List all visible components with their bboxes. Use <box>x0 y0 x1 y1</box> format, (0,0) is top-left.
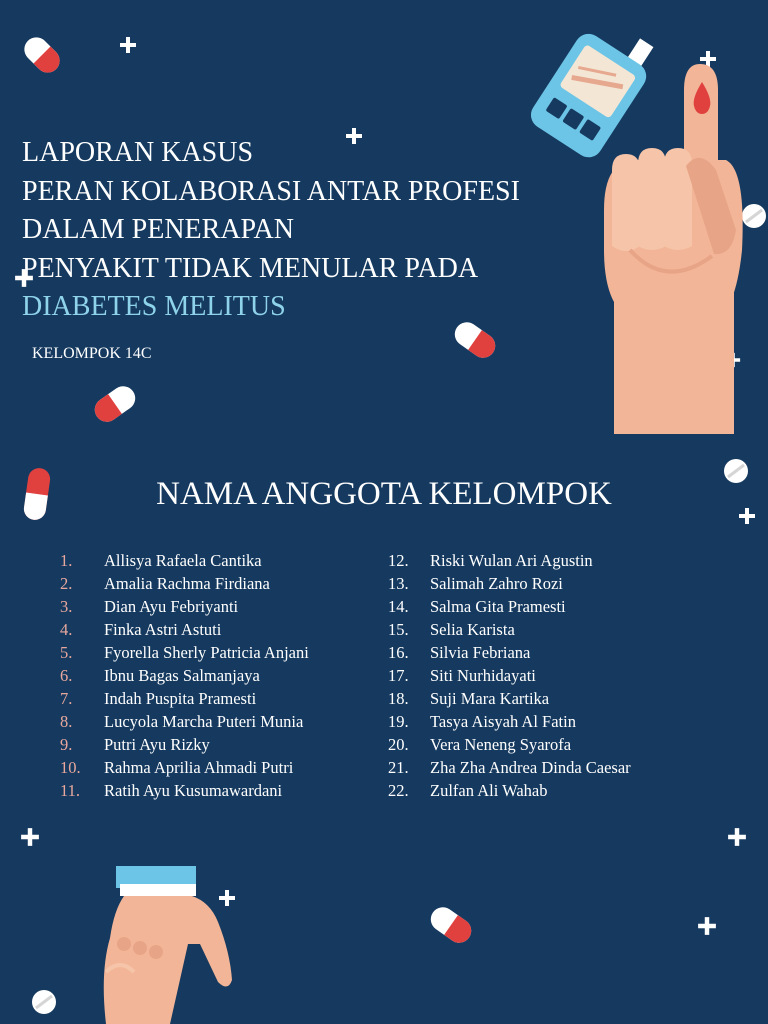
member-name: Zulfan Ali Wahab <box>430 781 548 801</box>
member-name: Suji Mara Kartika <box>430 689 550 709</box>
member-number: 12. <box>388 550 409 570</box>
list-item <box>388 618 631 641</box>
finger-blood-hand-icon <box>596 60 746 434</box>
capsule-icon <box>424 900 478 950</box>
member-number: 13. <box>388 573 409 593</box>
member-number: 22. <box>388 781 409 801</box>
list-item <box>60 664 309 687</box>
title-line-1: LAPORAN KASUS <box>22 137 254 168</box>
member-name: Fyorella Sherly Patricia Anjani <box>104 642 309 662</box>
capsule-icon <box>20 30 64 80</box>
list-item <box>60 757 309 780</box>
member-name: Indah Puspita Pramesti <box>104 689 257 709</box>
list-item <box>388 688 631 711</box>
member-name: Zha Zha Andrea Dinda Caesar <box>430 758 631 778</box>
member-name: Lucyola Marcha Puteri Munia <box>104 712 304 732</box>
list-item <box>60 595 309 618</box>
member-number: 1. <box>60 550 73 570</box>
member-number: 15. <box>388 619 409 639</box>
member-name: Tasya Aisyah Al Fatin <box>430 712 576 732</box>
member-number: 14. <box>388 596 409 616</box>
title-line-3: DALAM PENERAPAN <box>22 214 295 245</box>
list-item <box>388 641 631 664</box>
member-number: 7. <box>60 689 73 709</box>
plus-icon <box>119 36 137 54</box>
member-number: 9. <box>60 735 73 755</box>
list-item <box>60 641 309 664</box>
member-number: 5. <box>60 642 73 662</box>
member-number: 2. <box>60 573 73 593</box>
member-name: Ibnu Bagas Salmanjaya <box>104 666 260 686</box>
list-item <box>60 572 309 595</box>
list-item <box>60 780 309 803</box>
member-name: Rahma Aprilia Ahmadi Putri <box>104 758 294 778</box>
hand-icon <box>100 862 240 1024</box>
plus-icon <box>20 827 40 847</box>
list-item <box>388 664 631 687</box>
tablet-icon <box>30 988 58 1016</box>
member-name: Amalia Rachma Firdiana <box>104 573 270 593</box>
list-item <box>388 757 631 780</box>
member-name: Vera Neneng Syarofa <box>430 735 572 755</box>
member-number: 10. <box>60 758 81 778</box>
group-label: KELOMPOK 14C <box>32 345 152 362</box>
members-heading: NAMA ANGGOTA KELOMPOK <box>156 476 612 512</box>
member-number: 17. <box>388 666 409 686</box>
list-item <box>60 618 309 641</box>
member-name: Siti Nurhidayati <box>430 666 536 686</box>
member-number: 19. <box>388 712 409 732</box>
list-item <box>388 780 631 803</box>
plus-icon <box>727 827 747 847</box>
member-name: Dian Ayu Febriyanti <box>104 596 239 616</box>
member-number: 11. <box>60 781 81 801</box>
member-number: 20. <box>388 735 409 755</box>
member-list-right <box>388 549 631 803</box>
member-number: 8. <box>60 712 73 732</box>
member-number: 6. <box>60 666 73 686</box>
list-item <box>60 734 309 757</box>
member-name: Salimah Zahro Rozi <box>430 573 563 593</box>
member-name: Finka Astri Astuti <box>104 619 222 639</box>
member-number: 3. <box>60 596 73 616</box>
title-line-4: PENYAKIT TIDAK MENULAR PADA <box>22 252 479 284</box>
title-line-2: PERAN KOLABORASI ANTAR PROFESI <box>22 175 520 207</box>
list-item <box>60 711 309 734</box>
list-item <box>60 688 309 711</box>
member-name: Ratih Ayu Kusumawardani <box>104 781 283 801</box>
member-name: Silvia Febriana <box>430 642 531 662</box>
list-item <box>388 711 631 734</box>
capsule-icon <box>88 380 142 428</box>
member-number: 16. <box>388 642 409 662</box>
member-name: Selia Karista <box>430 619 515 639</box>
list-item <box>388 549 631 572</box>
title-block <box>22 134 612 327</box>
member-number: 21. <box>388 758 409 778</box>
list-item <box>388 572 631 595</box>
member-number: 18. <box>388 689 409 709</box>
list-item <box>388 595 631 618</box>
member-name: Putri Ayu Rizky <box>104 735 210 755</box>
list-item <box>60 549 309 572</box>
member-name: Riski Wulan Ari Agustin <box>430 550 593 570</box>
member-list-left <box>60 549 309 803</box>
member-name: Allisya Rafaela Cantika <box>104 550 262 570</box>
plus-icon <box>697 916 717 936</box>
member-name: Salma Gita Pramesti <box>430 596 566 616</box>
title-line-highlight: DIABETES MELITUS <box>22 291 286 322</box>
list-item <box>388 734 631 757</box>
member-number: 4. <box>60 619 73 639</box>
